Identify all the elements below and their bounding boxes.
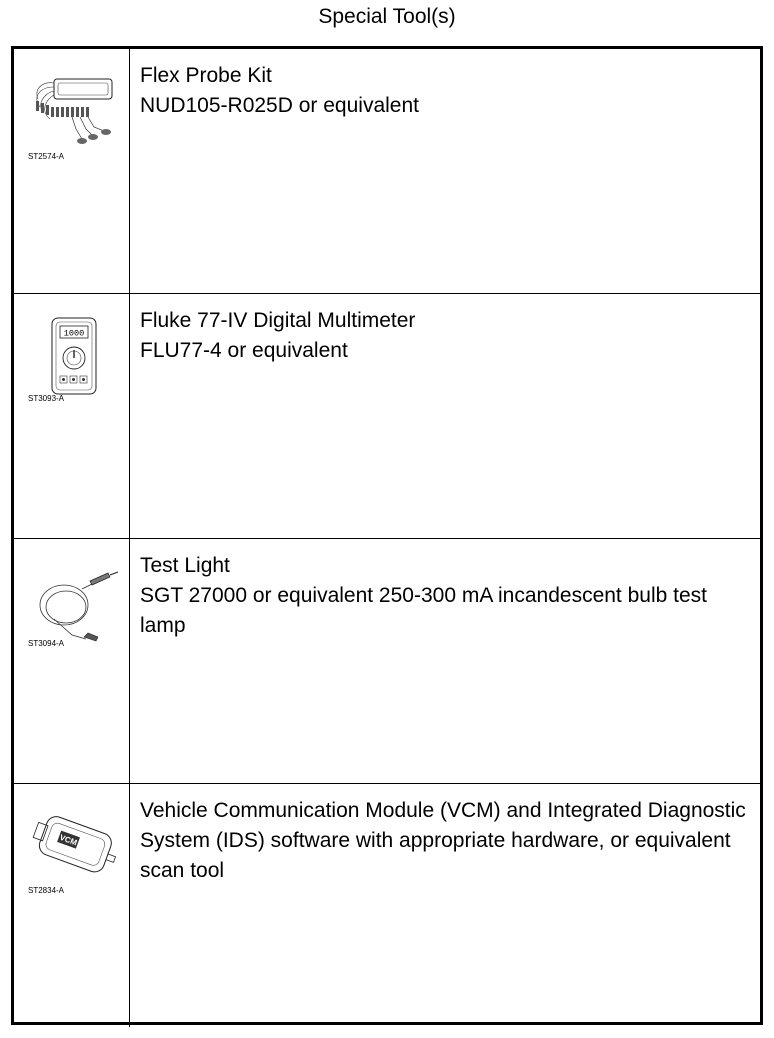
tool-name: Test Light	[140, 554, 230, 577]
tool-code: ST3093-A	[28, 394, 65, 403]
tool-illustration-cell	[14, 49, 130, 293]
tool-name: Flex Probe Kit	[140, 64, 272, 87]
tool-detail: SGT 27000 or equivalent 250-300 mA incandescent bulb test lamp	[140, 584, 707, 637]
table-row	[14, 784, 760, 1027]
tool-detail: FLU77-4 or equivalent	[140, 339, 348, 362]
tool-code: ST2574-A	[28, 152, 65, 161]
tool-code: ST3094-A	[28, 639, 65, 648]
page-title: Special Tool(s)	[318, 5, 456, 28]
table-row	[14, 294, 760, 539]
multimeter-icon	[24, 312, 120, 404]
tool-illustration-cell	[14, 539, 130, 783]
flex-probe-kit-icon	[24, 67, 120, 159]
vcm-scan-tool-icon	[24, 802, 120, 894]
vcm-badge-text: VCM	[58, 832, 79, 848]
tool-illustration-cell	[14, 294, 130, 538]
tool-description	[140, 61, 752, 121]
tool-detail: NUD105-R025D or equivalent	[140, 94, 419, 117]
tool-code: ST2834-A	[28, 886, 65, 895]
tool-name: Vehicle Communication Module (VCM) and Integrated Diagnostic System (IDS) software with appropriate hardware, or equivalent scan tool	[140, 799, 746, 882]
tool-description	[140, 796, 752, 886]
tool-description	[140, 306, 752, 366]
special-tools-table	[11, 46, 763, 1025]
tool-name: Fluke 77-IV Digital Multimeter	[140, 309, 416, 332]
test-light-icon	[24, 557, 120, 649]
tool-description	[140, 551, 752, 641]
multimeter-display-text: 1000	[63, 328, 85, 339]
tool-illustration-cell	[14, 784, 130, 1027]
table-row	[14, 539, 760, 784]
table-row	[14, 49, 760, 294]
